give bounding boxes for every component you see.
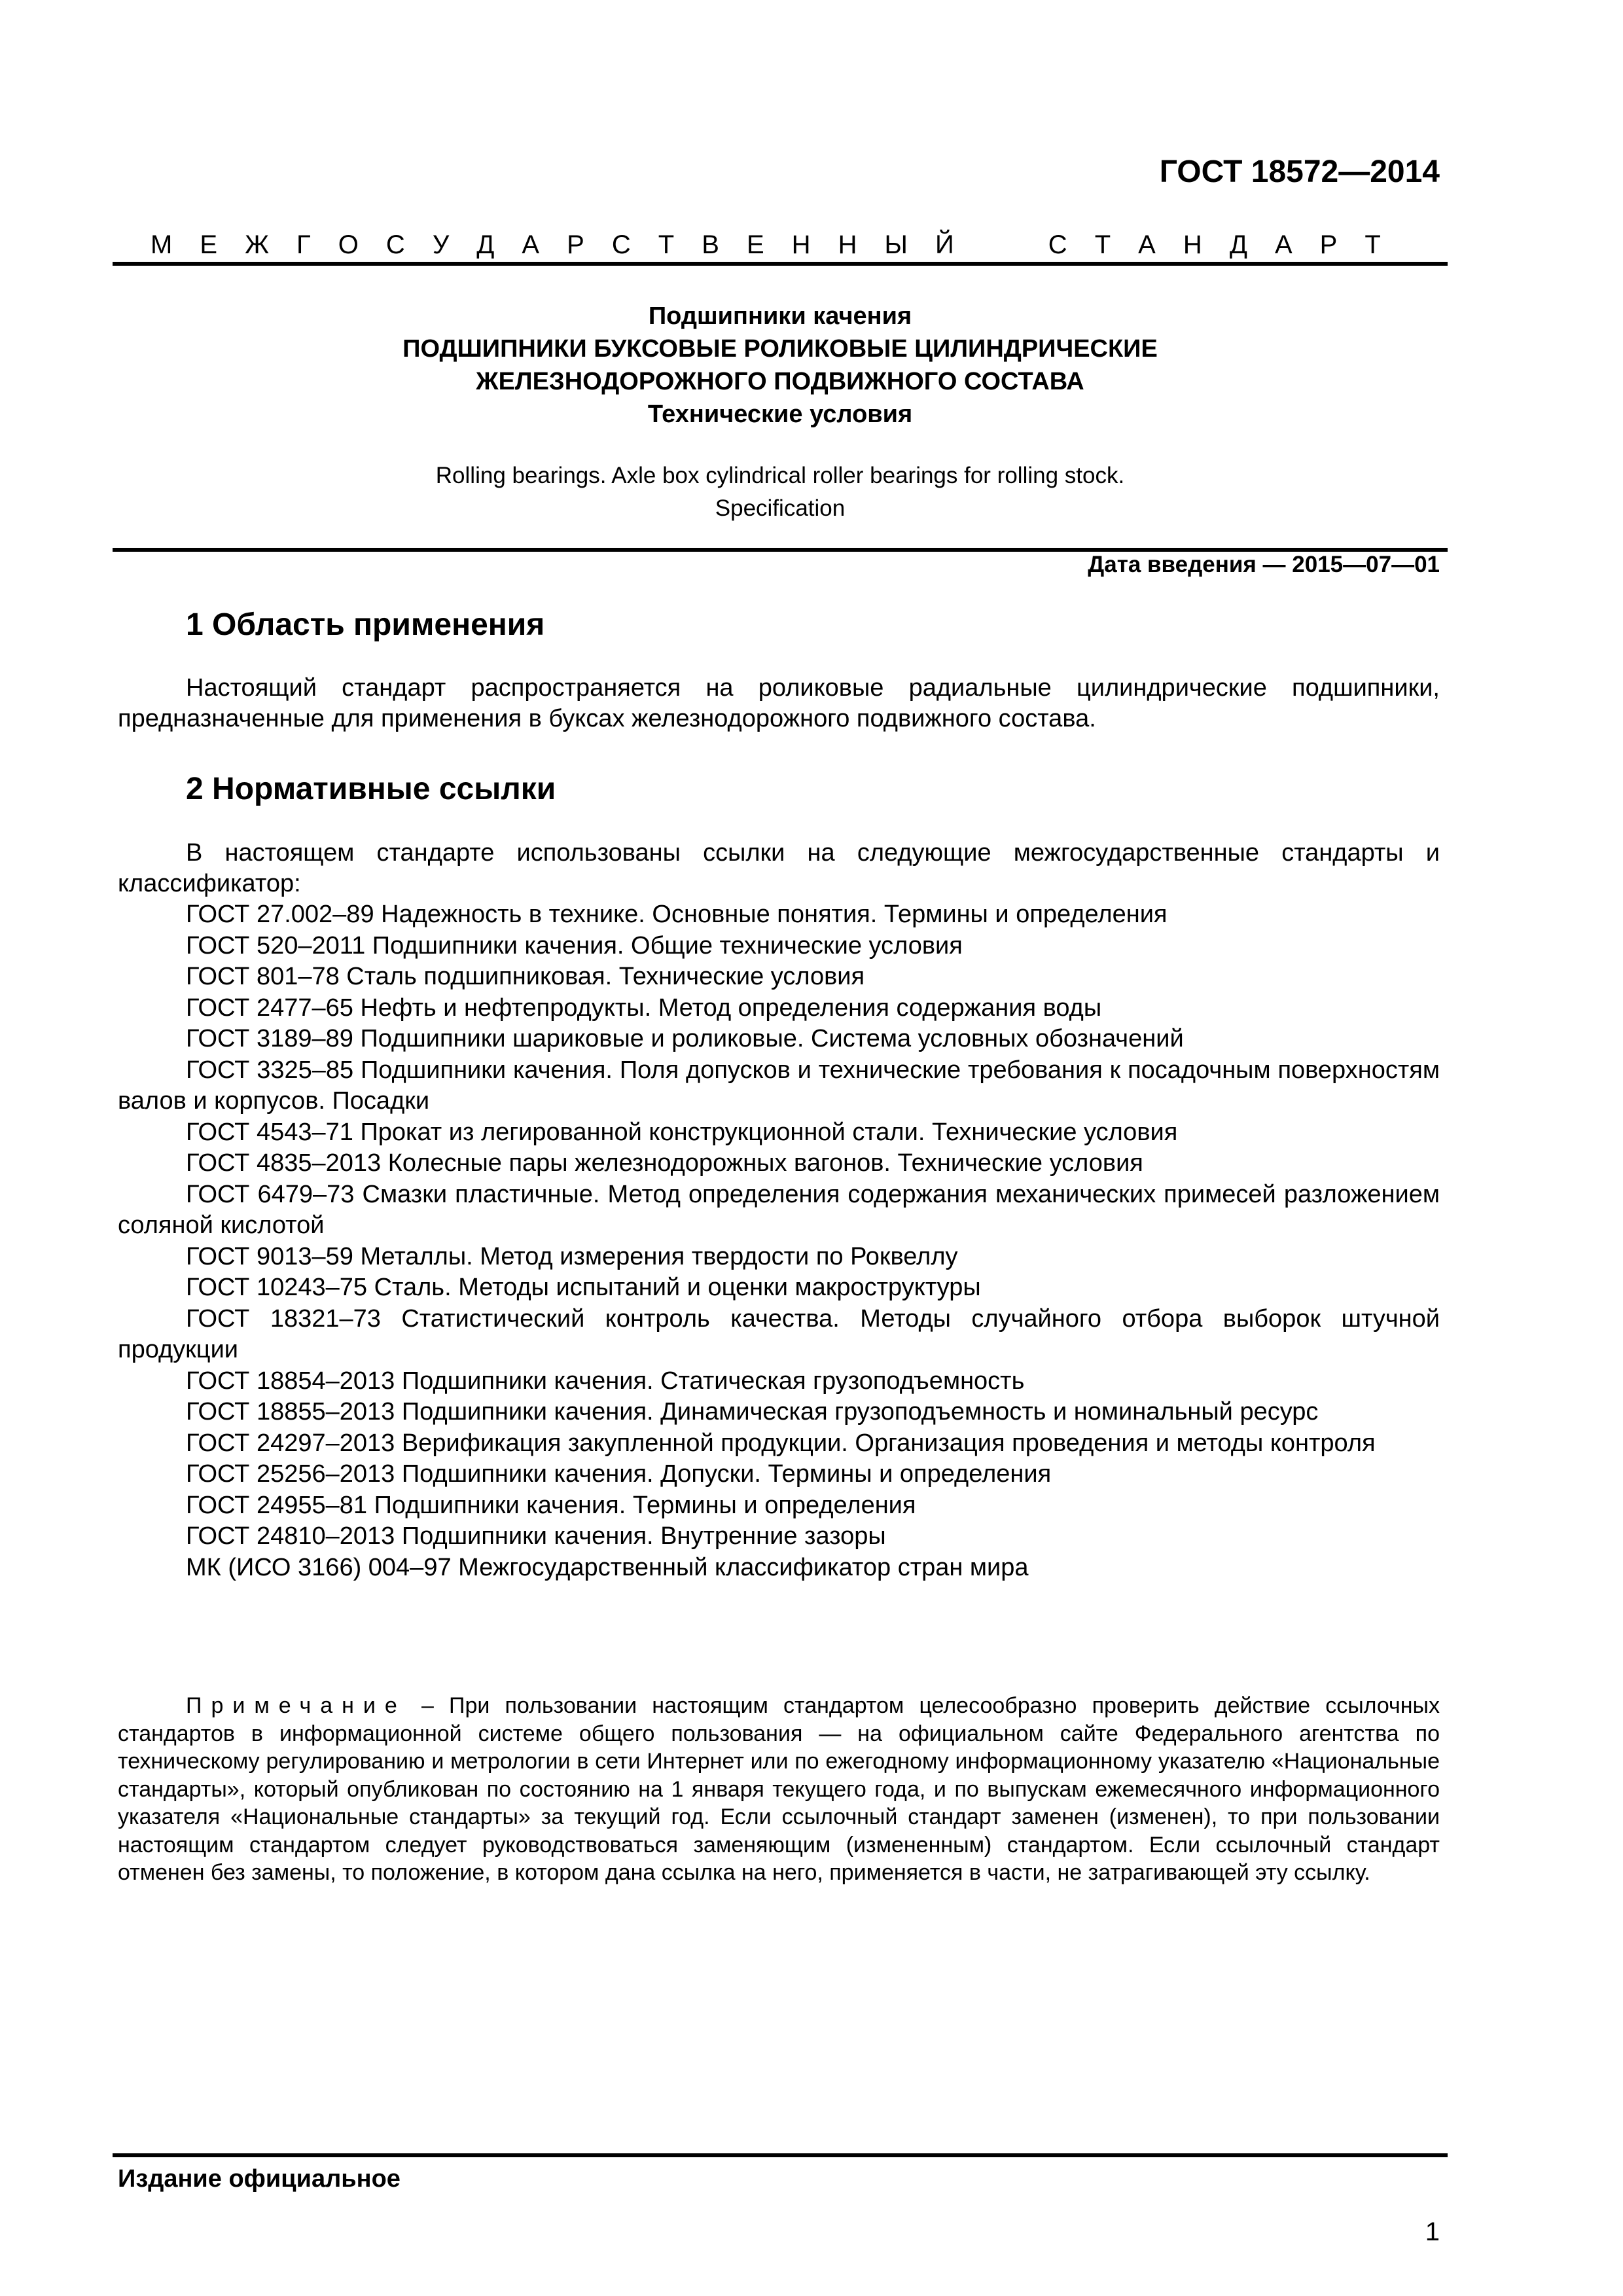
reference-item: ГОСТ 10243–75 Сталь. Методы испытаний и оценки макроструктуры [186, 1274, 981, 1301]
reference-item: ГОСТ 4543–71 Прокат из легированной конструкционной стали. Технические условия [186, 1118, 1178, 1146]
english-title-line-2: Specification [715, 495, 846, 521]
heading-letter: Н [791, 230, 811, 259]
footer-divider [113, 2153, 1448, 2157]
official-edition-label: Издание официальное [118, 2165, 401, 2193]
reference-item: ГОСТ 801–78 Сталь подшипниковая. Технические условия [186, 963, 865, 990]
reference-item: ГОСТ 3325–85 Подшипники качения. Поля допусков и технические требования к посадочным поверхностям валов и корпусов. Посадки [118, 1056, 1440, 1115]
reference-item: ГОСТ 4835–2013 Колесные пары железнодорожных вагонов. Технические условия [186, 1149, 1143, 1177]
reference-list [118, 899, 1440, 1583]
note-text: – При пользовании настоящим стандартом целесообразно проверить действие ссылочных стандартов в информационной системе общего пользования — на официальном сайте Федерального агентства по техническому регулированию и метрологии в сети Интернет или по ежегодному информационному указателю «Национальные стандарты», который опубликован по состоянию на 1 января текущего года, и по выпускам ежемесячного информационного указателя «Национальные стандарты» за текущий год. Если ссылочный стандарт заменен (изменен), то при пользовании настоящим стандартом следует руководствоваться заменяющим (измененным) стандартом. Если ссылочный стандарт отменен без замены, то положение, в котором дана ссылка на него, применяется в части, не затрагивающей эту ссылку. [118, 1693, 1440, 1885]
reference-item: ГОСТ 2477–65 Нефть и нефтепродукты. Метод определения содержания воды [186, 994, 1102, 1022]
heading-letter: А [1138, 230, 1156, 259]
reference-item: ГОСТ 18854–2013 Подшипники качения. Статическая грузоподъемность [186, 1367, 1025, 1395]
section-2-title: 2 Нормативные ссылки [186, 772, 556, 806]
document-number: ГОСТ 18572—2014 [1159, 154, 1440, 189]
word-gap [982, 230, 1021, 260]
heading-letter: С [611, 230, 631, 259]
section-1-text: Настоящий стандарт распространяется на роликовые радиальные цилиндрические подшипники, предназначенные для применения в буксах железнодорожного подвижного состава. [118, 674, 1440, 732]
reference-item: ГОСТ 25256–2013 Подшипники качения. Допуски. Термины и определения [186, 1460, 1052, 1488]
section-2-intro: В настоящем стандарте использованы ссылки на следующие межгосударственные стандарты и классификатор: [118, 839, 1440, 897]
heading-letter: Р [567, 230, 584, 259]
english-title-line-1: Rolling bearings. Axle box cylindrical roller bearings for rolling stock. [435, 463, 1125, 488]
reference-item: ГОСТ 9013–59 Металлы. Метод измерения твердости по Роквеллу [186, 1242, 958, 1270]
title-line-3: ЖЕЛЕЗНОДОРОЖНОГО ПОДВИЖНОГО СОСТАВА [476, 368, 1084, 395]
heading-letter: Т [658, 230, 675, 259]
heading-letter: Г [296, 230, 311, 259]
reference-note [118, 1692, 1440, 1887]
heading-letter: С [1048, 230, 1067, 259]
heading-letter: О [338, 230, 359, 259]
heading-letter: Ы [884, 230, 908, 259]
reference-item: МК (ИСО 3166) 004–97 Межгосударственный классификатор стран мира [186, 1553, 1029, 1581]
reference-item: ГОСТ 520–2011 Подшипники качения. Общие технические условия [186, 931, 963, 960]
reference-item: ГОСТ 24297–2013 Верификация закупленной продукции. Организация проведения и методы контроля [186, 1429, 1376, 1457]
note-label: Примечание [186, 1693, 406, 1718]
heading-letter: Й [935, 230, 954, 259]
reference-item: ГОСТ 27.002–89 Надежность в технике. Основные понятия. Термины и определения [186, 901, 1168, 928]
heading-letter: Н [1183, 230, 1202, 259]
reference-item: ГОСТ 18855–2013 Подшипники качения. Динамическая грузоподъемность и номинальный ресурс [186, 1398, 1319, 1426]
reference-item: ГОСТ 6479–73 Смазки пластичные. Метод определения содержания механических примесей разложением соляной кислотой [118, 1180, 1440, 1239]
heading-letter: Д [1229, 230, 1247, 259]
reference-item: ГОСТ 18321–73 Статистический контроль качества. Методы случайного отбора выборок штучной продукции [118, 1304, 1440, 1363]
reference-item: ГОСТ 24810–2013 Подшипники качения. Внутренние зазоры [186, 1522, 886, 1550]
heading-letter: Р [1319, 230, 1338, 259]
title-line-1: Подшипники качения [648, 302, 912, 330]
page-number: 1 [1425, 2217, 1440, 2246]
reference-item: ГОСТ 24955–81 Подшипники качения. Термины и определения [186, 1491, 916, 1519]
heading-letter: Е [200, 230, 218, 259]
heading-letter: Е [746, 230, 764, 259]
title-line-4: Технические условия [647, 401, 913, 428]
reference-item: ГОСТ 3189–89 Подшипники шариковые и роликовые. Система условных обозначений [186, 1025, 1184, 1052]
standard-title [113, 300, 1448, 431]
title-line-2: ПОДШИПНИКИ БУКСОВЫЕ РОЛИКОВЫЕ ЦИЛИНДРИЧЕСКИЕ [402, 335, 1158, 363]
section-1-title: 1 Область применения [186, 607, 545, 642]
heading-letter: Т [1364, 230, 1381, 259]
heading-letter: В [702, 230, 719, 259]
introduction-date: Дата введения — 2015—07—01 [1088, 552, 1440, 577]
heading-letter: Д [476, 230, 495, 259]
heading-letter: У [432, 230, 450, 259]
heading-letter: Ж [245, 230, 270, 259]
heading-letter: М [151, 230, 173, 259]
interstate-standard-heading [151, 230, 1381, 260]
heading-letter: Н [838, 230, 857, 259]
heading-letter: А [1274, 230, 1293, 259]
heading-letter: С [385, 230, 405, 259]
heading-letter: Т [1094, 230, 1111, 259]
heading-letter: А [522, 230, 540, 259]
english-title [113, 459, 1448, 525]
top-divider [113, 262, 1448, 266]
